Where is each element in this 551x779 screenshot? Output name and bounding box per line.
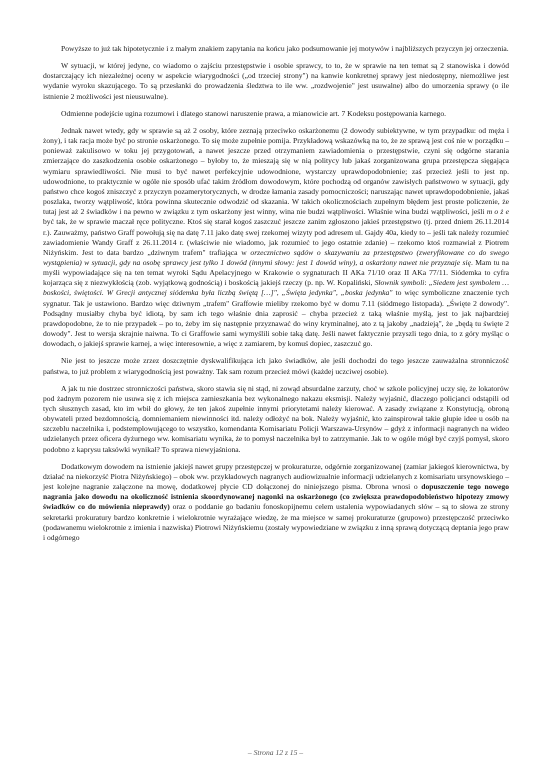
paragraph — [43, 126, 509, 349]
text-run: . Mam tu na myśli wypowiadające się na ten temat wyroki Sądu Apelacyjnego w Krakowie o sygnaturach II AKa 71/10 oraz II AKa 77/11. Siódemka to cyfra kojarząca się z niezwykłością (zob. wyjątkową godnością) i boskością jakiejś rzeczy (p. np. W. Kopaliński, — [43, 257, 510, 288]
text-run: Powyższe to już tak hipotetycznie i z małym znakiem zapytania na końcu jako podsumowanie jej motywów i najbliższych przyczyn jej orzeczenia. — [61, 44, 509, 53]
paragraph — [43, 384, 509, 455]
text-run: oraz o poddanie go badaniu fonoskopijnemu celem ustalenia wypowiadanych słów – są to słowa ze strony sekretarki prokuratury bardzo konkretnie i wielokrotnie wyrażające wiedzę, że ma miejsce w samej prokuraturze (grupowo) przestępczość przeciwko (podawanemu wielokrotnie z imienia i nazwiska) Piotrowi Niżyńskiemu (zostały wypowiedziane w związku z inną sprawą dotyczącą deptania jego praw i odgórnego — [43, 502, 510, 542]
document-body — [43, 44, 509, 550]
paragraph — [43, 44, 509, 54]
page-footer: – Strona 12 z 15 – — [247, 748, 304, 757]
paragraph — [43, 109, 509, 119]
paragraph — [43, 462, 509, 543]
paragraph — [43, 61, 509, 102]
text-run: Dodatkowym dowodem na istnienie jakiejś nawet grupy przestępczej w prokuraturze, odgórnie zorganizowanej (zamiar jakiegoś kierownictwa, by działać na niekorzyść Piotra Niżyńskiego) – obok ww. przykładowych nagranych audiowizualnie informacji udzielanych z komisariatu ursynowskiego – jest kolejne nagranie załączone na mowę, dodatkowej płycie CD dołączonej do niniejszego pisma. Obrona wnosi o — [43, 461, 509, 492]
text-run: Odmienne podejście ugina rozumowi i dlatego stanowi naruszenie prawa, a mianowicie art. 7 Kodeksu postępowania karnego. — [61, 108, 447, 118]
italic-text-run: Słownik symboli — [374, 278, 425, 288]
text-run: Jednak nawet wtedy, gdy w sprawie są aż 2 osoby, które zeznają przeciwko oskarżonemu (2 dowody subiektywne, w tym przypadku: od męża i żony), i tak racja może być po stronie oskarżonego. To się może zupełnie pomija. Przykładową wskazówką na to, że ze sprawą jest coś nie w porządku – ponieważ zakulisowo w toku jej przygotowań, a nawet jeszcze przed otrzymaniem zawiadomienia o przestępstwie, czyni się odgórne starania zmierzające do zaszkodzenia osobie oskarżonego – byłoby to, że mieszają się w nią politycy lub jakaś zorganizowana grupa przestępcza sięgająca wymiaru sprawiedliwości. Nie musi to być nawet perfekcyjnie udowodnione, wystarczy uprawdopodobnienie; zaś przecież jeśli to jest np. udowodnione, to praktycznie w ogóle nie sposób ufać takim źródłom dowodowym, które pochodzą od organów zawisłych państwowo w sytuacji, gdy państwo chce kogoś zniszczyć z przyczyn pozamerytorycznych, w drodze łamania zasady pomocniczości; naruszając nawet uprawdopodobnienie, jakaś poszlaka, tworzy wątpliwość, która powinna skutecznie odwodzić od skazania. W takich okolicznościach zupełnym błędem jest proste policzenie, że tutaj jest aż 2 świadków i na pewno w związku z tym oskarżony jest winny, wina nie budzi wątpliwości. Właśnie wina budzi wątpliwości, jeśli — [43, 125, 509, 217]
text-run: W sytuacji, w której jedyne, co wiadomo o zajściu przestępstwie i osobie sprawcy, to to, że w sprawie na ten temat są 2 stanowiska i dowód dostarczający ich niezależnej oceny w aspekcie wiarygodności („od trzeciej strony") na kanwie konkretnej sprawy jest niedostępny, niemożliwe jest wydanie wyroku skazującego. To są przesłanki do prowadzenia śledztwa to ile ww. „rozdwojenie" jest usuwalne) albo do umorzenia sprawy (o ile istnienie 2 możliwości jest nieusuwalne). — [43, 61, 509, 101]
paragraph — [43, 356, 509, 376]
text-run: A jak tu nie dostrzec stronniczości państwa, skoro stawia się ni stąd, ni zowąd absurdalne zarzuty, choć w szkole policyjnej uczy się, że lokatorów pod żadnym pozorem nie usuwa się z ich miejsca zamieszkania bez wykonalnego nakazu eksmisji. Należy wyjaśnić, dlaczego policjanci odstąpili od tych słusznych zasad, kto im wbił do głowy, że ten jakoś zupełnie innymi priorytetami należy kierować. A zasady związane z Konstytucją, obroną obywateli przed bezdomnością, domniemaniem niewinności itd. należy odłożyć na bok. Należy wyjaśnić, kto zainspirował takie głupie idee u osób na szczeblu naczelnika i, podstemplowującego to wszystko, komendanta Komisariatu Policji Warszawa-Ursynów – gdyż z informacji nagranych na wideo udzielanych przez oficera dyżurnego ww. komisariatu wynika, że to pomysł naczelnika był to zatrzymanie. Jak to w ogóle mógł być czyjś pomysł, skoro podobno z kaprysu taksówki wynikał? To sprawa niewyjaśniona. — [43, 383, 509, 454]
italic-text-run: m o ż e — [486, 207, 509, 217]
bold-text-run: dopuszczenie tego nowego nagrania jako dowodu na okoliczność istnienia skoordynowanej nagonki na oskarżonego (co zwiększa prawdopodobieństwo hipotezy zmowy świadków co do mówienia nieprawdy) — [43, 482, 509, 512]
text-run: Nie jest to jeszcze może zrzez doszczętnie dyskwalifikująca ich jako świadków, ale jeśli dochodzi do tego jeszcze zauważalna stronniczość państwa, to już problem z wiarygodnością jest poważny. Tak sam rozum przecież mówi (każdej uczciwej osobie). — [43, 356, 509, 376]
italic-text-run: orzecznictwo sądów o skazywaniu za przestępstwo (zweryfikowane co do swego wystąpienia) w sytuacji, gdy na osobę sprawcy jest tylko 1 dowód (innymi słowy: jest 1 dowód winy), a oskarżony nawet nie przyznaje się — [43, 247, 510, 267]
italic-text-run: „Siedem jest symbolem … boskości, świętości. W Grecji antycznej siódemka była liczbą świętą […]", „Święta jedynka", „boska jedynka" — [43, 278, 509, 298]
text-run: to więc symboliczne znaczenie tych sygnatur. Tak je ustawiono. Bardzo więc dziwnym „trafem" Graffowie mieliby rzekomo być w domu 7.11 (siódmego listopada). „Święte 2 dowody". Podsądny musiałby chyba być idiotą, by sam ich tego właśnie dnia zaprosić – chyba przecież z taką właśnie myślą, jest to jak najbardziej prawdopodobne, że to nie przypadek – po to, żeby im się następnie przyznawać do winy kryminalnej, ato z tą jakoby „nadzieją", że „będą tu święte 2 dowody". Jest to wersja skrajnie naiwna. To ci Graffowie sami wymyślili sobie taką datę. Jeśli nawet faktycznie przyszli tego dnia, to z góry myśląc o dowodach, o jakiejś sprawie karnej, a więc interesownie, a więc z zamiarem, by komuś dopiec, zaszczuć go. — [43, 288, 509, 349]
text-run: być tak, że w sprawie maczał ręce polityczne. Ktoś się starał kogoś zaszczuć jeszcze zanim zgłoszono jakieś przestępstwo (tj. przed dniem 26.11.2014 r.). Zauważmy, państwo Graff powołują się na datę 7.11 jako datę swej rzekomej wizyty pod adresem ul. Gajdy 40a, kiedy to – jeśli tak należy rozumieć zawiadomienie Wandy Graff z 26.11.2014 r. (właściwie nie wiadomo, jak rozumieć to jego ostatnie zdanie) – rzekomo ktoś rozmawiał z Piotrem Niżyńskim. Jest to data bardzo „dziwnym trafem" trafiająca w — [43, 217, 509, 257]
text-run: : — [424, 278, 429, 288]
